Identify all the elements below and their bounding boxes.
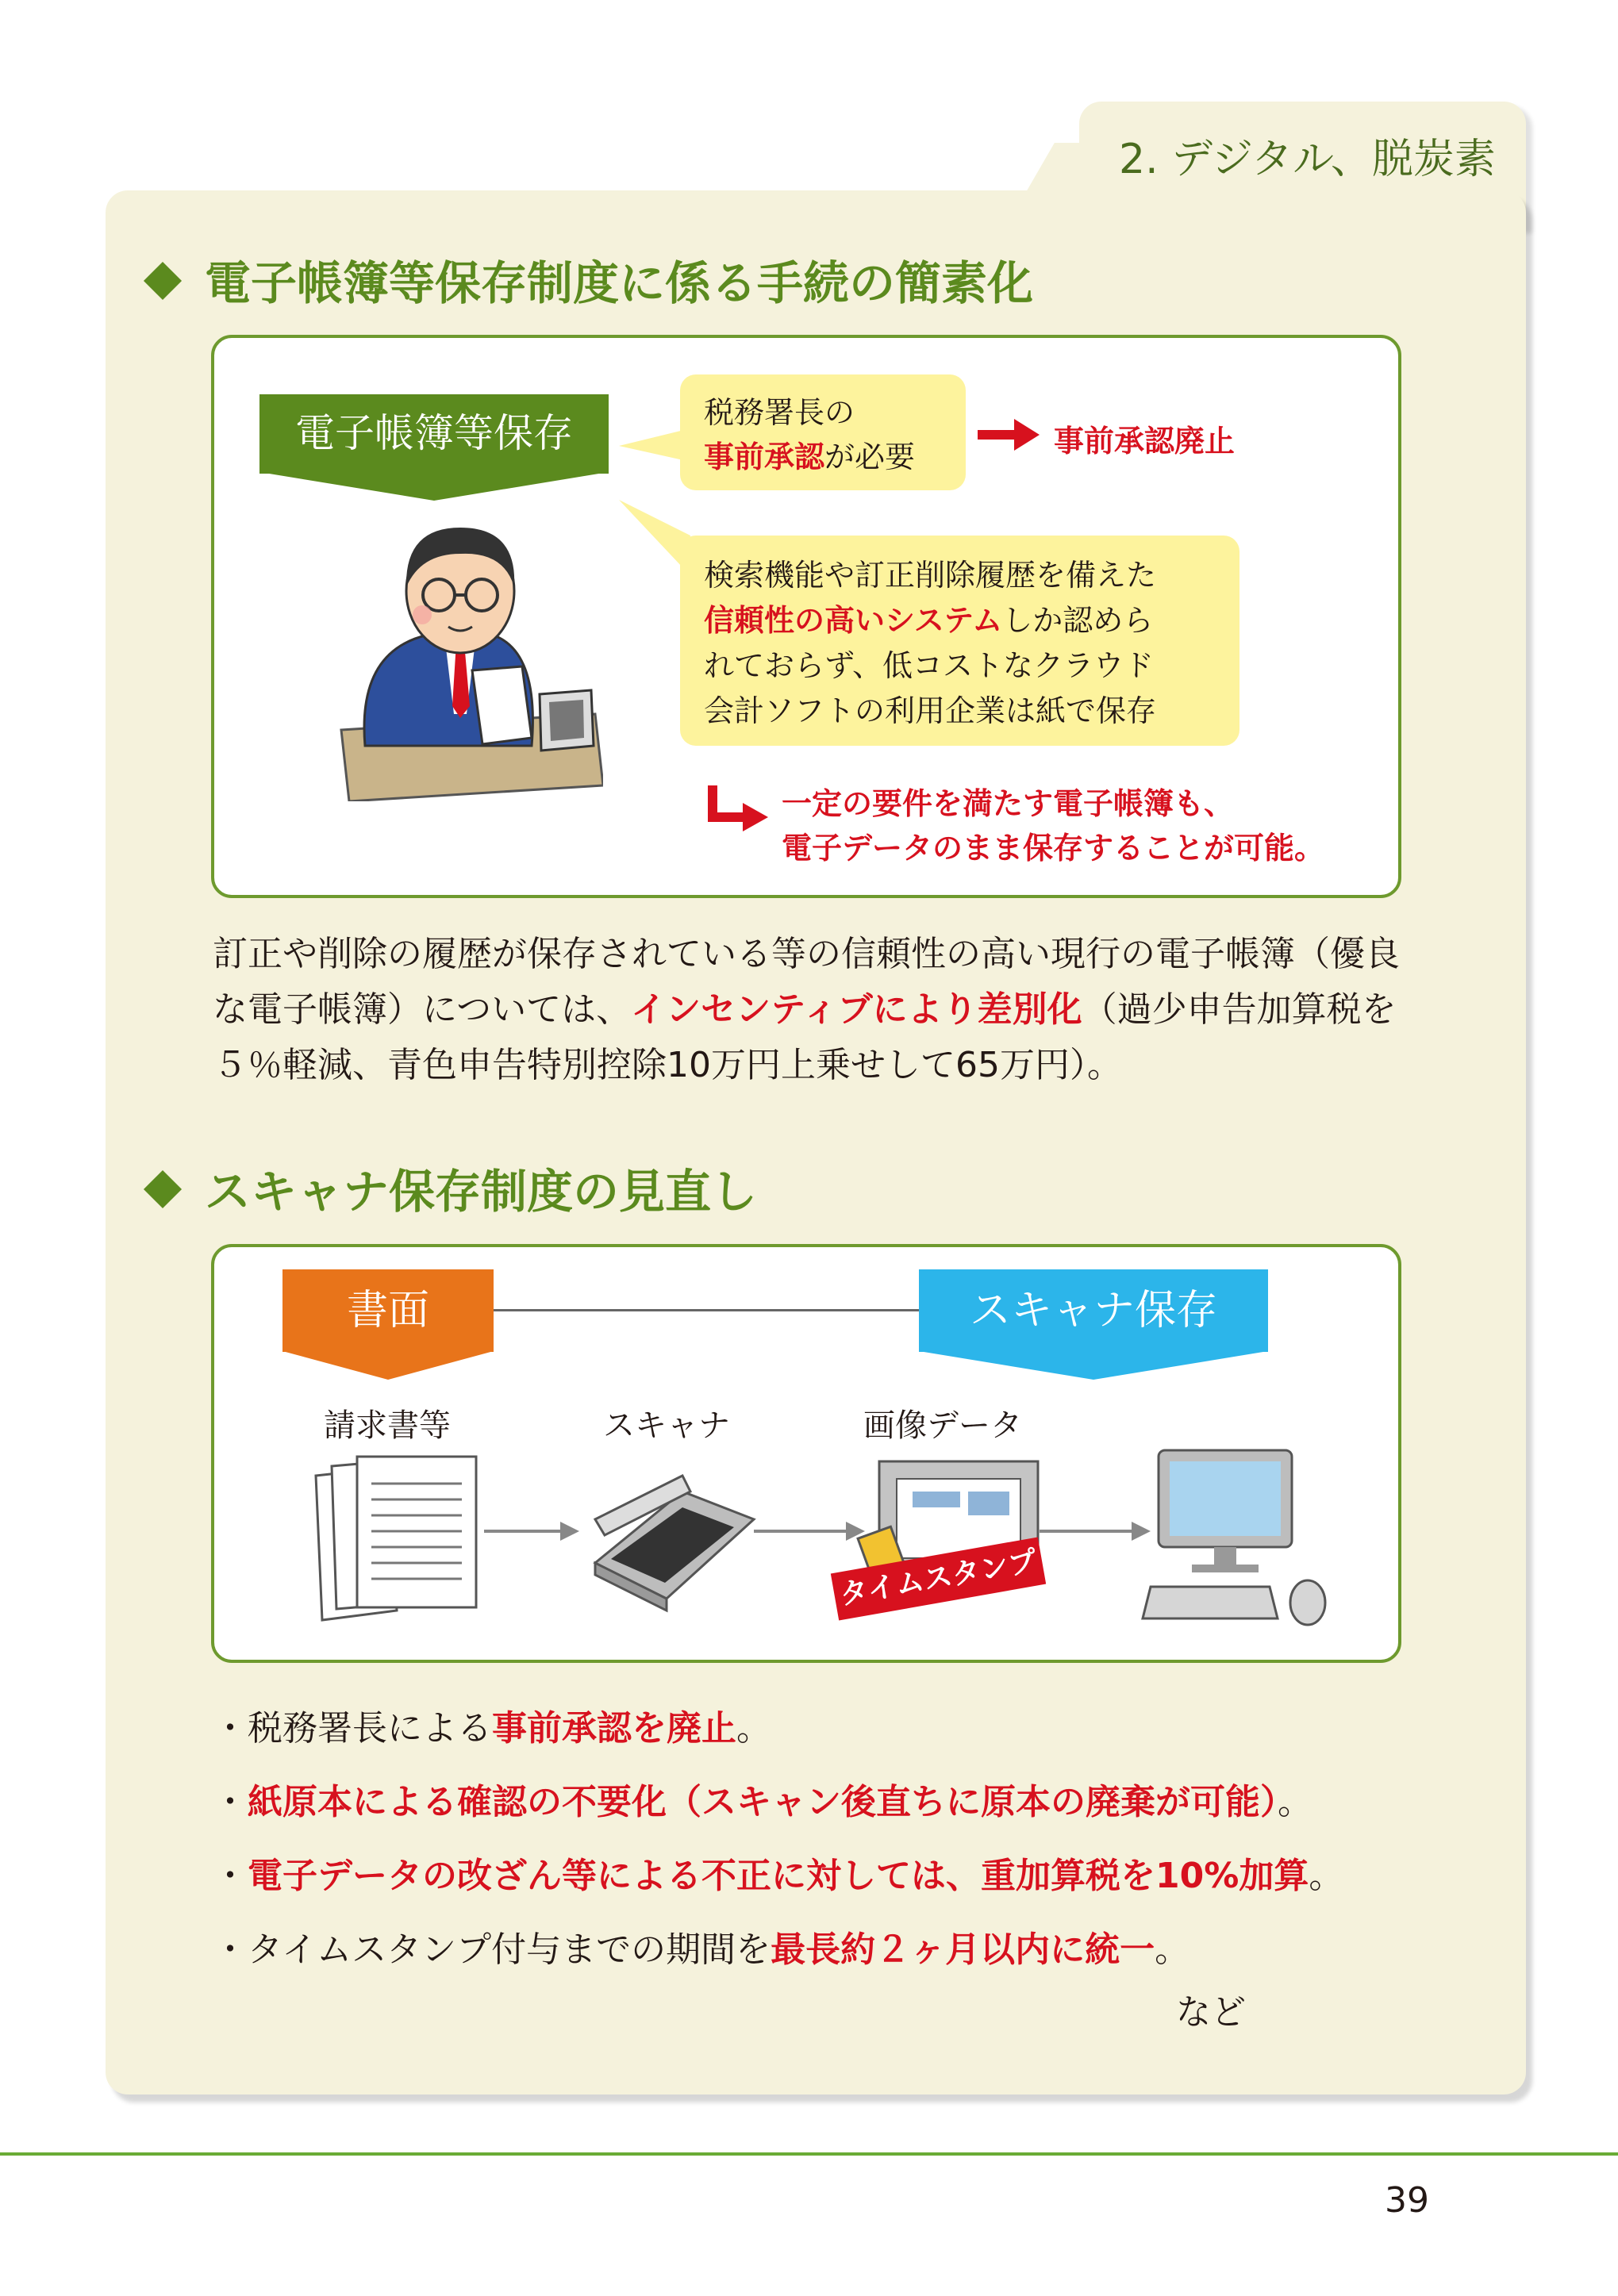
requirement-bubble bbox=[680, 374, 966, 490]
chapter-label: 2. デジタル、脱炭素 bbox=[1119, 136, 1496, 183]
para-before: 訂正や削除の履歴が保存されている等の信頼性の高い現行の電子帳簿（優良な電子帳簿）については、 bbox=[213, 934, 1400, 1030]
caption-scanner: スキャナ bbox=[603, 1407, 730, 1444]
documents-icon bbox=[316, 1457, 476, 1620]
bubble2-line4: 会計ソフトの利用企業は紙で保存 bbox=[704, 693, 1157, 728]
bubble1-line1: 税務署長の bbox=[704, 395, 855, 430]
scan-tag: スキャナ保存 bbox=[919, 1269, 1268, 1352]
bullet-pre: ・タイムスタンプ付与までの期間を bbox=[213, 1929, 771, 1970]
para-after: （過少申告加算税を５％軽減、青色申告特別控除10万円上乗せして65万円）。 bbox=[213, 989, 1397, 1085]
bullet-pre: ・ bbox=[213, 1782, 248, 1822]
caption-image: 画像データ bbox=[863, 1407, 1022, 1444]
bubble1-result: 事前承認廃止 bbox=[1054, 424, 1236, 459]
caption-invoices: 請求書等 bbox=[324, 1407, 451, 1444]
bubble2-result-line1: 一定の要件を満たす電子帳簿も、 bbox=[782, 786, 1235, 821]
bullet-post: 。 bbox=[1309, 1856, 1344, 1896]
bubble2-line3: れておらず、低コストなクラウド bbox=[704, 648, 1154, 683]
bubble1-tail: が必要 bbox=[824, 440, 916, 474]
bullet-red: 最長約２ヶ月以内に統一 bbox=[771, 1929, 1155, 1970]
e-book-banner-tip bbox=[259, 472, 609, 501]
bullet-post: 。 bbox=[1155, 1929, 1190, 1970]
bubble2-result bbox=[782, 781, 1324, 870]
paper-tag-tip bbox=[282, 1351, 494, 1380]
bullet-pre: ・税務署長による bbox=[213, 1708, 492, 1749]
bullet-red: 電子データの改ざん等による不正に対しては、重加算税を10%加算 bbox=[248, 1856, 1309, 1896]
turn-arrow-icon bbox=[706, 785, 770, 841]
bubble-pointer-icons bbox=[611, 413, 690, 571]
bubble2-line2-tail: しか認めら bbox=[1002, 603, 1154, 638]
bullet-red: 紙原本による確認の不要化（スキャン後直ちに原本の廃棄が可能） bbox=[248, 1782, 1278, 1822]
office-worker-illustration bbox=[333, 516, 603, 801]
e-book-banner: 電子帳簿等保存 bbox=[259, 394, 609, 474]
scanner-icon bbox=[595, 1476, 754, 1611]
section-title-1: 電子帳簿等保存制度に係る手続の簡素化 bbox=[144, 246, 1033, 313]
bubble1-line2 bbox=[704, 435, 942, 479]
connector-line bbox=[476, 1309, 920, 1311]
bullet-pre: ・ bbox=[213, 1856, 248, 1896]
para-red: インセンティブにより差別化 bbox=[631, 989, 1082, 1030]
computer-icon bbox=[1143, 1450, 1325, 1625]
bubble2-red: 信頼性の高いシステム bbox=[704, 603, 1003, 638]
bullet-item bbox=[213, 1699, 771, 1750]
bubble1-red: 事前承認 bbox=[704, 440, 825, 474]
etc-label: など bbox=[1176, 1992, 1246, 2033]
timestamp-label: タイムスタンプ bbox=[837, 1545, 1040, 1612]
scan-flow-illustration bbox=[309, 1444, 1349, 1634]
bullet-post: 。 bbox=[1278, 1782, 1312, 1822]
arrow-right-icon bbox=[978, 419, 1041, 451]
footer-rule bbox=[0, 2152, 1618, 2156]
page-number: 39 bbox=[1385, 2180, 1429, 2221]
scan-tag-tip bbox=[919, 1351, 1268, 1380]
diamond-bullet-icon bbox=[144, 1170, 182, 1208]
section1-paragraph bbox=[213, 927, 1427, 1093]
bullet-item bbox=[213, 1773, 1312, 1824]
bullet-post: 。 bbox=[736, 1708, 771, 1749]
bubble2-line2 bbox=[704, 598, 1216, 643]
bullet-red: 事前承認を廃止 bbox=[492, 1708, 736, 1749]
system-bubble bbox=[680, 536, 1239, 746]
section-title-2: スキャナ保存制度の見直し bbox=[144, 1154, 757, 1221]
bullet-item bbox=[213, 1921, 1189, 1972]
bullet-item bbox=[213, 1847, 1343, 1898]
paper-tag: 書面 bbox=[282, 1269, 494, 1352]
bubble2-result-line2: 電子データのまま保存することが可能。 bbox=[782, 831, 1325, 866]
diamond-bullet-icon bbox=[144, 262, 182, 300]
bubble2-line1: 検索機能や訂正削除履歴を備えた bbox=[704, 558, 1157, 593]
